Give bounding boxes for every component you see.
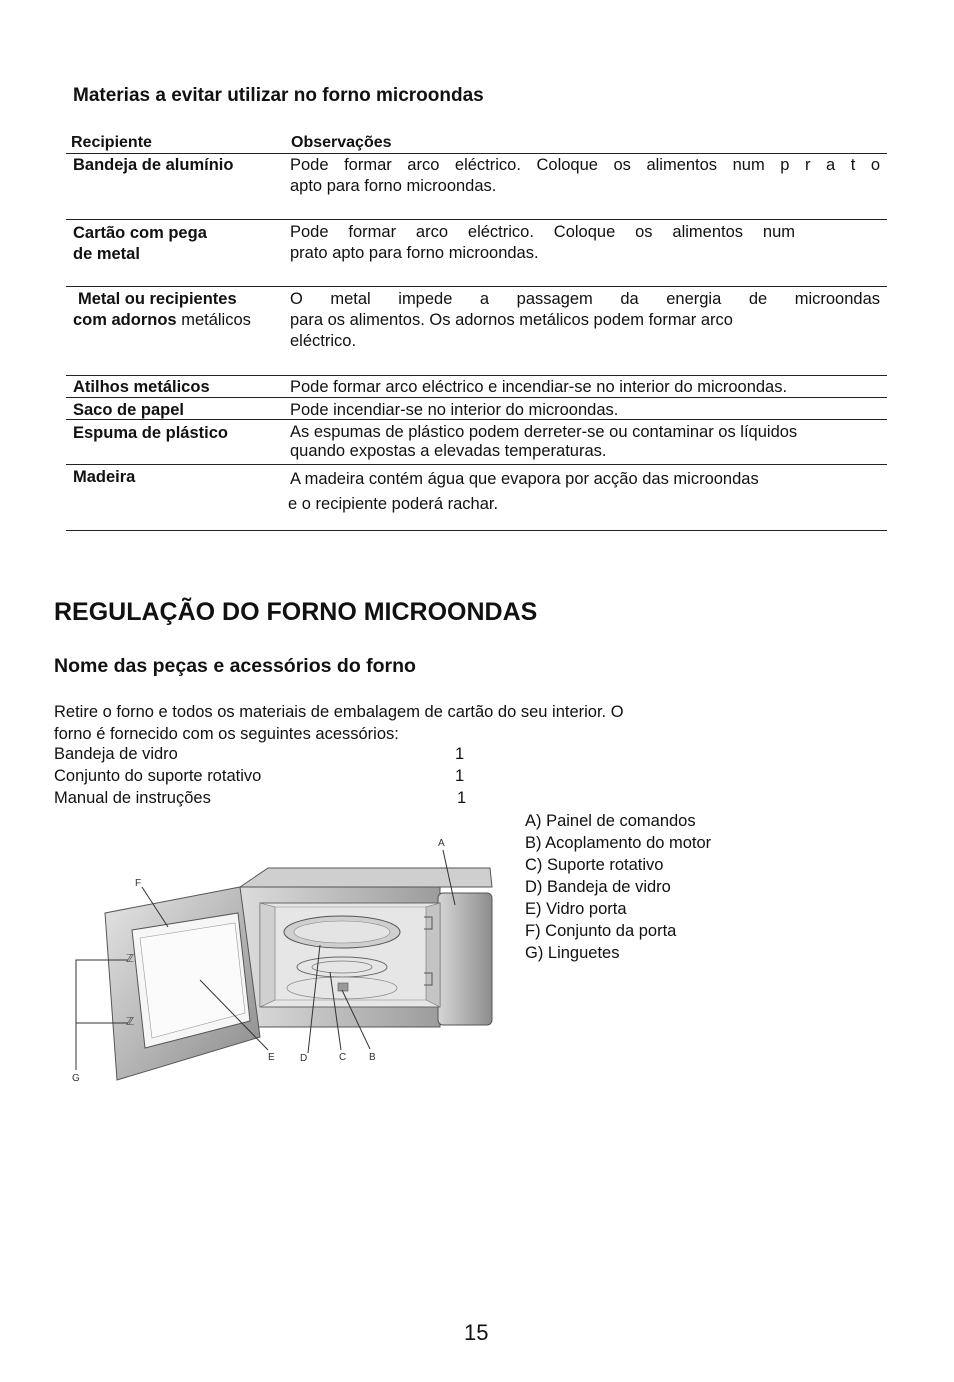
table-cell-item: Bandeja de alumínio xyxy=(73,156,234,174)
diagram-label-g: G xyxy=(72,1073,80,1084)
accessory-qty: 1 xyxy=(457,789,467,807)
table-divider xyxy=(66,286,887,287)
table-divider xyxy=(66,397,887,398)
microwave-diagram xyxy=(60,825,510,1095)
diagram-label-d: D xyxy=(300,1053,308,1064)
table-divider xyxy=(66,375,887,376)
legend-item: A) Painel de comandos xyxy=(525,812,696,830)
intro-paragraph: Retire o forno e todos os materiais de embalagem de cartão do seu interior. O forno é fornecido com os seguintes acessórios: xyxy=(54,703,624,743)
accessory-qty: 1 xyxy=(455,767,465,785)
table-cell-note: Pode incendiar-se no interior do microondas. xyxy=(290,401,619,419)
legend-item: E) Vidro porta xyxy=(525,900,627,918)
table-cell-item: Metal ou recipientes com adornos metálicos xyxy=(73,290,251,329)
svg-text:ℤ: ℤ xyxy=(126,1016,135,1028)
table-cell-item: Saco de papel xyxy=(73,401,184,419)
legend-item: B) Acoplamento do motor xyxy=(525,834,712,852)
page-number: 15 xyxy=(464,1320,489,1345)
table-cell-item: Cartão com pega de metal xyxy=(73,224,207,263)
diagram-label-e: E xyxy=(268,1052,275,1063)
accessory-name: Manual de instruções xyxy=(54,789,211,807)
parts-subheading: Nome das peças e acessórios do forno xyxy=(54,655,416,677)
table-cell-note: Pode formar arco eléctrico e incendiar-se no interior do microondas. xyxy=(290,378,788,396)
svg-text:ℤ: ℤ xyxy=(126,953,135,965)
legend-item: D) Bandeja de vidro xyxy=(525,878,671,896)
table-cell-item: Atilhos metálicos xyxy=(73,378,210,396)
legend-item: C) Suporte rotativo xyxy=(525,856,664,874)
diagram-label-f: F xyxy=(135,878,142,889)
table-cell-item: Madeira xyxy=(73,468,136,486)
table-cell-item: Espuma de plástico xyxy=(73,424,228,442)
page-heading: REGULAÇÃO DO FORNO MICROONDAS xyxy=(54,598,538,626)
table-divider xyxy=(66,419,887,420)
section-title: Materias a evitar utilizar no forno microondas xyxy=(73,85,484,106)
table-divider xyxy=(66,153,887,154)
diagram-label-a: A xyxy=(438,838,445,849)
table-cell-note: O metal impede a passagem da energia de microondas para os alimentos. Os adornos metálicos podem formar arco eléctrico. xyxy=(290,290,880,350)
table-divider xyxy=(66,530,887,531)
accessory-name: Bandeja de vidro xyxy=(54,745,178,763)
table-cell-note: Pode formar arco eléctrico. Coloque os alimentos num prato apto para forno microondas. xyxy=(290,223,795,262)
legend-item: G) Linguetes xyxy=(525,944,620,962)
diagram-label-c: C xyxy=(339,1052,347,1063)
accessory-name: Conjunto do suporte rotativo xyxy=(54,767,262,785)
table-divider xyxy=(66,219,887,220)
table-divider xyxy=(66,464,887,465)
parts-legend xyxy=(525,810,711,964)
table-header-recipiente: Recipiente xyxy=(71,134,152,151)
table-cell-note: As espumas de plástico podem derreter-se ou contaminar os líquidos quando expostas a elevadas temperaturas. xyxy=(290,423,798,460)
legend-item: F) Conjunto da porta xyxy=(525,922,677,940)
table-cell-note: Pode formar arco eléctrico. Coloque os alimentos num p r a t o apto para forno microondas. xyxy=(290,156,880,195)
accessory-qty: 1 xyxy=(455,745,465,763)
table-cell-note: A madeira contém água que evapora por acção das microondas e o recipiente poderá rachar. xyxy=(288,470,759,513)
table-header-observacoes: Observações xyxy=(291,134,392,151)
diagram-label-b: B xyxy=(369,1052,376,1063)
